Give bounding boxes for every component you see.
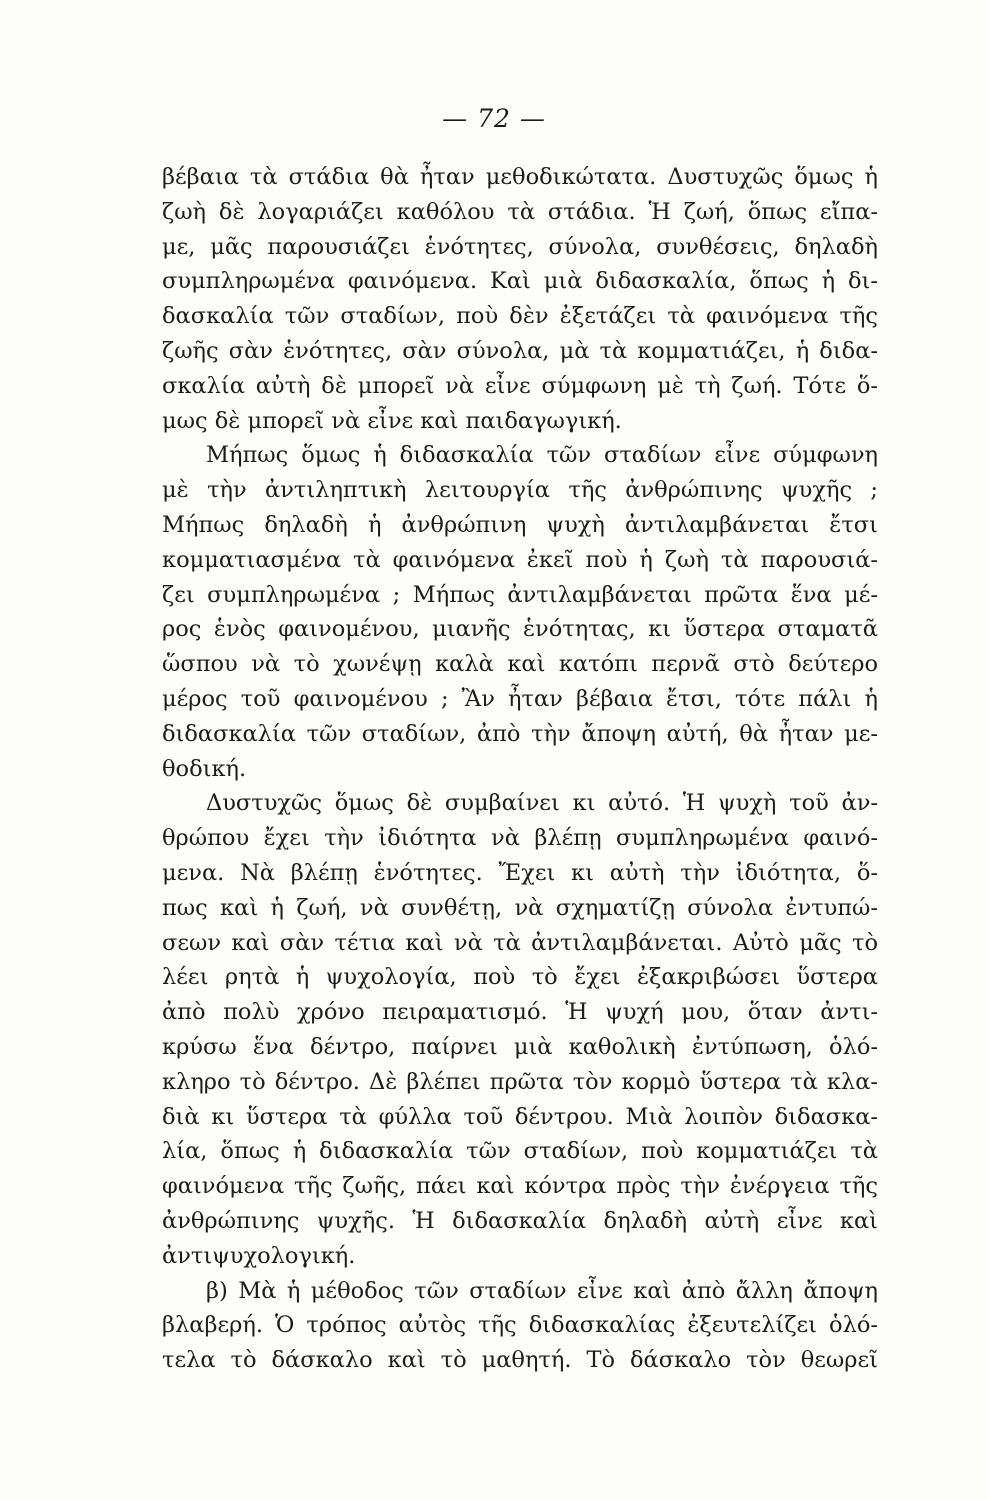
text-line: Μήπως ὅμως ἡ διδασκαλία τῶν σταδίων εἶνε σύμφωνη — [206, 442, 878, 469]
text-line: μὲ τὴν ἀντιληπτικὴ λειτουργία τῆς ἀνθρώπινης ψυχῆς ; — [162, 477, 878, 504]
text-line: κληρο τὸ δέντρο. Δὲ βλέπει πρῶτα τὸν κορμὸ ὕστερα τὰ κλα- — [162, 1068, 878, 1095]
text-line: κομματιασμένα τὰ φαινόμενα ἐκεῖ ποὺ ἡ ζωὴ τὰ παρουσιά- — [162, 546, 878, 573]
text-line: συμπληρωμένα φαινόμενα. Καὶ μιὰ διδασκαλία, ὅπως ἡ δι- — [162, 268, 878, 295]
text-line: βλαβερή. Ὁ τρόπος αὐτὸς τῆς διδασκαλίας ἐξευτελίζει ὁλό- — [162, 1312, 878, 1339]
text-line: διδασκαλία τῶν σταδίων, ἀπὸ τὴν ἄποψη αὐτή, θὰ ἦταν με- — [162, 720, 878, 747]
text-line: ζει συμπληρωμένα ; Μήπως ἀντιλαμβάνεται πρῶτα ἕνα μέ- — [162, 581, 878, 608]
text-line: ὥσπου νὰ τὸ χωνέψῃ καλὰ καὶ κατόπι περνᾶ στὸ δεύτερο — [162, 651, 878, 678]
text-line: ἀπὸ πολὺ χρόνο πειραματισμό. Ἡ ψυχή μου, ὅταν ἀντι- — [162, 999, 878, 1026]
page-number: — 72 — — [442, 104, 546, 133]
text-line: σκαλία αὐτὴ δὲ μπορεῖ νὰ εἶνε σύμφωνη μὲ τὴ ζωή. Τότε ὅ- — [162, 372, 878, 399]
text-line: ζωὴ δὲ λογαριάζει καθόλου τὰ στάδια. Ἡ ζωή, ὅπως εἴπα- — [162, 198, 878, 225]
text-line: πως καὶ ἡ ζωή, νὰ συνθέτῃ, νὰ σχηματίζῃ σύνολα ἐντυπώ- — [162, 894, 878, 921]
text-line: Μήπως δηλαδὴ ἡ ἀνθρώπινη ψυχὴ ἀντιλαμβάνεται ἔτσι — [162, 511, 878, 538]
text-line: Δυστυχῶς ὅμως δὲ συμβαίνει κι αὐτό. Ἡ ψυχὴ τοῦ ἀν- — [206, 790, 878, 817]
text-line: ἀντιψυχολογική. — [162, 1242, 356, 1269]
body-text — [162, 160, 878, 1378]
text-line: κρύσω ἕνα δέντρο, παίρνει μιὰ καθολικὴ ἐντύπωση, ὁλό- — [162, 1033, 878, 1060]
text-line: θοδική. — [162, 755, 247, 782]
text-line: διὰ κι ὕστερα τὰ φύλλα τοῦ δέντρου. Μιὰ λοιπὸν διδασκα- — [162, 1103, 878, 1130]
text-line: μέρος τοῦ φαινομένου ; Ἂν ἦταν βέβαια ἔτσι, τότε πάλι ἡ — [162, 685, 878, 712]
text-line: β) Μὰ ἡ μέθοδος τῶν σταδίων εἶνε καὶ ἀπὸ ἄλλη ἄποψη — [206, 1277, 878, 1304]
text-line: φαινόμενα τῆς ζωῆς, πάει καὶ κόντρα πρὸς τὴν ἐνέργεια τῆς — [162, 1173, 878, 1200]
text-line: θρώπου ἔχει τὴν ἰδιότητα νὰ βλέπῃ συμπληρωμένα φαινό- — [162, 825, 878, 852]
text-line: δασκαλία τῶν σταδίων, ποὺ δὲν ἐξετάζει τὰ φαινόμενα τῆς — [162, 303, 878, 330]
text-line: μως δὲ μπορεῖ νὰ εἶνε καὶ παιδαγωγική. — [162, 407, 622, 434]
text-line: ζωῆς σὰν ἑνότητες, σὰν σύνολα, μὰ τὰ κομματιάζει, ἡ διδα- — [162, 337, 878, 364]
text-line: λέει ρητὰ ἡ ψυχολογία, ποὺ τὸ ἔχει ἐξακριβώσει ὕστερα — [162, 964, 878, 991]
text-line: με, μᾶς παρουσιάζει ἑνότητες, σύνολα, συνθέσεις, δηλαδὴ — [162, 233, 878, 260]
text-line: ρος ἑνὸς φαινομένου, μιανῆς ἑνότητας, κι ὕστερα σταματᾶ — [162, 616, 878, 643]
text-line: βέβαια τὰ στάδια θὰ ἦταν μεθοδικώτατα. Δυστυχῶς ὅμως ἡ — [162, 164, 878, 190]
text-line: τελα τὸ δάσκαλο καὶ τὸ μαθητή. Τὸ δάσκαλο τὸν θεωρεῖ — [162, 1347, 878, 1374]
text-line: λία, ὅπως ἡ διδασκαλία τῶν σταδίων, ποὺ κομματιάζει τὰ — [162, 1138, 878, 1165]
text-line: σεων καὶ σὰν τέτια καὶ νὰ τὰ ἀντιλαμβάνεται. Αὐτὸ μᾶς τὸ — [162, 929, 878, 956]
text-line: μενα. Νὰ βλέπῃ ἑνότητες. Ἔχει κι αὐτὴ τὴν ἰδιότητα, ὅ- — [162, 859, 878, 886]
text-line: ἀνθρώπινης ψυχῆς. Ἡ διδασκαλία δηλαδὴ αὐτὴ εἶνε καὶ — [162, 1207, 878, 1234]
